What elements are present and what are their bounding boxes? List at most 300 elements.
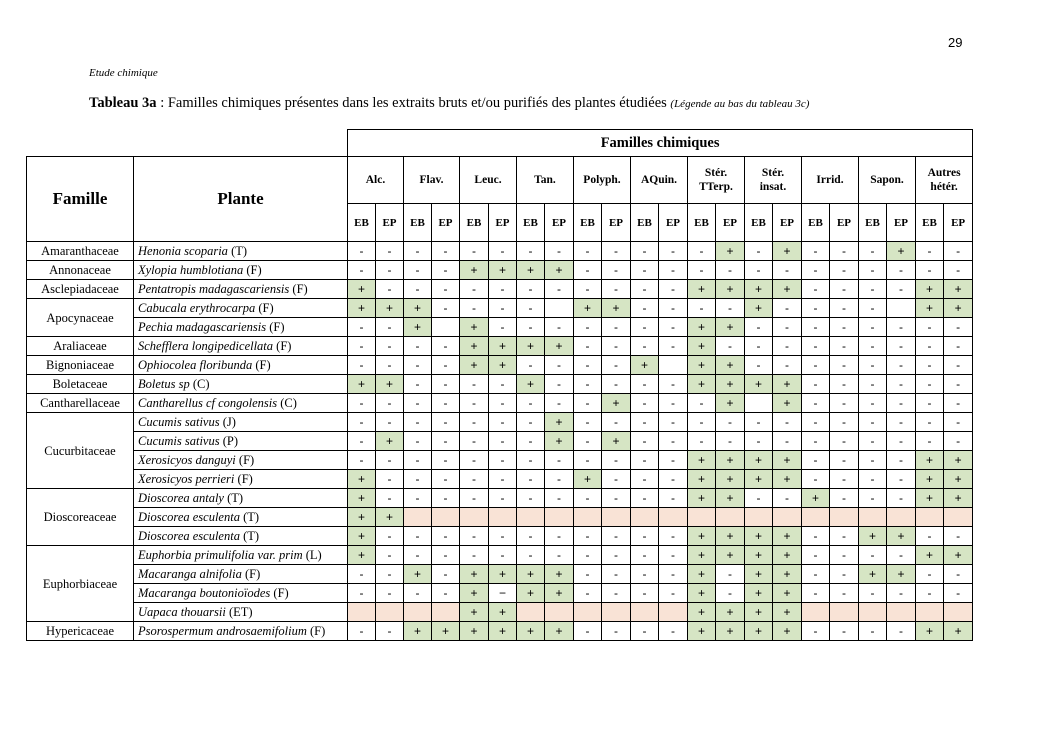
header-subcol-ep: EP <box>376 204 404 242</box>
value-cell: + <box>602 299 631 318</box>
value-cell: - <box>830 242 859 261</box>
value-cell: - <box>376 565 404 584</box>
value-cell: + <box>716 451 745 470</box>
table-row <box>27 375 973 394</box>
value-cell: - <box>887 375 916 394</box>
value-cell <box>745 394 773 413</box>
value-cell: - <box>348 565 376 584</box>
value-cell: + <box>688 565 716 584</box>
value-cell: - <box>802 242 830 261</box>
value-cell: + <box>745 584 773 603</box>
value-cell <box>859 603 887 622</box>
plant-cell <box>134 337 348 356</box>
value-cell: + <box>944 546 973 565</box>
value-cell: - <box>631 242 659 261</box>
value-cell <box>348 603 376 622</box>
value-cell: - <box>432 489 460 508</box>
value-cell: - <box>460 280 489 299</box>
value-cell: - <box>376 356 404 375</box>
value-cell: + <box>944 489 973 508</box>
value-cell: - <box>887 470 916 489</box>
value-cell: - <box>574 584 602 603</box>
plant-organ-code: (T) <box>243 529 260 543</box>
header-subcol-ep: EP <box>545 204 574 242</box>
value-cell: - <box>859 622 887 641</box>
plant-cell <box>134 242 348 261</box>
value-cell: + <box>574 470 602 489</box>
plant-name: Pechia madagascariensis <box>138 320 267 334</box>
value-cell: - <box>802 584 830 603</box>
value-cell: + <box>716 489 745 508</box>
value-cell: - <box>631 527 659 546</box>
value-cell: - <box>432 280 460 299</box>
value-cell: - <box>659 280 688 299</box>
value-cell: + <box>745 451 773 470</box>
value-cell: - <box>574 565 602 584</box>
value-cell: - <box>404 470 432 489</box>
plant-cell <box>134 318 348 337</box>
plant-organ-code: (F) <box>255 358 271 372</box>
value-cell: - <box>602 489 631 508</box>
value-cell: - <box>916 584 944 603</box>
value-cell: + <box>773 394 802 413</box>
value-cell: - <box>745 242 773 261</box>
plant-name: Ophiocolea floribunda <box>138 358 253 372</box>
value-cell: + <box>716 622 745 641</box>
value-cell: - <box>489 375 517 394</box>
header-group-line: Polyph. <box>583 174 621 186</box>
value-cell: + <box>348 527 376 546</box>
value-cell: - <box>887 584 916 603</box>
table-row <box>27 394 973 413</box>
value-cell: - <box>802 546 830 565</box>
value-cell: - <box>460 451 489 470</box>
value-cell: + <box>887 565 916 584</box>
header-group-line: Leuc. <box>474 174 502 186</box>
value-cell: + <box>517 622 545 641</box>
value-cell: - <box>404 375 432 394</box>
value-cell: - <box>517 413 545 432</box>
family-cell: Annonaceae <box>27 261 134 280</box>
value-cell: + <box>716 280 745 299</box>
plant-name: Xerosicyos perrieri <box>138 472 235 486</box>
value-cell: - <box>489 242 517 261</box>
value-cell: + <box>517 584 545 603</box>
plant-organ-code: (J) <box>222 415 236 429</box>
value-cell: + <box>688 280 716 299</box>
value-cell <box>376 603 404 622</box>
value-cell: - <box>688 261 716 280</box>
header-group <box>802 157 859 204</box>
value-cell: + <box>745 299 773 318</box>
value-cell: - <box>659 470 688 489</box>
plant-name: Euphorbia primulifolia var. prim <box>138 548 303 562</box>
section-header: Etude chimique <box>89 67 158 79</box>
value-cell: + <box>460 584 489 603</box>
value-cell: - <box>944 432 973 451</box>
plant-name: Boletus sp <box>138 377 190 391</box>
value-cell: - <box>348 451 376 470</box>
value-cell: + <box>887 242 916 261</box>
plant-organ-code: (F) <box>244 567 261 581</box>
header-group <box>916 157 973 204</box>
header-group-line: Stér. <box>704 167 728 179</box>
value-cell: - <box>489 489 517 508</box>
value-cell: - <box>489 451 517 470</box>
value-cell: + <box>716 470 745 489</box>
value-cell: - <box>602 527 631 546</box>
header-group-line: Alc. <box>365 174 386 186</box>
value-cell: + <box>602 394 631 413</box>
value-cell <box>432 508 460 527</box>
value-cell: + <box>745 527 773 546</box>
value-cell: - <box>404 337 432 356</box>
value-cell <box>659 508 688 527</box>
value-cell: - <box>376 413 404 432</box>
value-cell: - <box>574 280 602 299</box>
plant-organ-code: (F) <box>276 339 292 353</box>
value-cell: - <box>489 546 517 565</box>
value-cell: - <box>376 242 404 261</box>
value-cell: - <box>517 489 545 508</box>
value-cell: - <box>802 356 830 375</box>
plant-cell <box>134 299 348 318</box>
value-cell: - <box>887 622 916 641</box>
value-cell: - <box>916 261 944 280</box>
value-cell: - <box>916 337 944 356</box>
value-cell <box>859 508 887 527</box>
value-cell: - <box>859 546 887 565</box>
value-cell: - <box>659 242 688 261</box>
header-subcol-ep: EP <box>773 204 802 242</box>
plant-name: Xerosicyos danguyi <box>138 453 236 467</box>
plant-name: Cabucala erythrocarpa <box>138 301 256 315</box>
value-cell: - <box>859 242 887 261</box>
plant-cell <box>134 489 348 508</box>
value-cell: + <box>460 356 489 375</box>
value-cell: + <box>745 470 773 489</box>
plant-organ-code: (F) <box>238 453 255 467</box>
value-cell: - <box>830 546 859 565</box>
value-cell: - <box>688 394 716 413</box>
value-cell: + <box>545 261 574 280</box>
value-cell: - <box>944 261 973 280</box>
value-cell: - <box>545 451 574 470</box>
table-row <box>27 432 973 451</box>
value-cell: - <box>688 299 716 318</box>
header-group-line: Irrid. <box>816 174 844 186</box>
value-cell: - <box>545 318 574 337</box>
plant-organ-code: (F) <box>246 263 262 277</box>
value-cell: - <box>802 299 830 318</box>
value-cell: + <box>404 622 432 641</box>
value-cell: - <box>659 318 688 337</box>
plant-cell <box>134 527 348 546</box>
header-subcol-ep: EP <box>944 204 973 242</box>
value-cell: - <box>916 527 944 546</box>
value-cell: - <box>517 242 545 261</box>
value-cell: + <box>517 261 545 280</box>
plant-organ-code: (T) <box>243 510 260 524</box>
value-cell: + <box>688 527 716 546</box>
value-cell: - <box>460 375 489 394</box>
value-cell: - <box>517 356 545 375</box>
table-row <box>27 337 973 356</box>
value-cell: - <box>404 242 432 261</box>
value-cell: + <box>916 622 944 641</box>
value-cell <box>489 508 517 527</box>
value-cell: - <box>859 299 887 318</box>
value-cell: + <box>348 375 376 394</box>
table-row <box>27 489 973 508</box>
value-cell <box>916 603 944 622</box>
plant-organ-code: (P) <box>222 434 239 448</box>
value-cell: - <box>460 394 489 413</box>
value-cell: + <box>716 603 745 622</box>
header-group <box>859 157 916 204</box>
value-cell: - <box>432 299 460 318</box>
value-cell: - <box>574 432 602 451</box>
value-cell: - <box>376 394 404 413</box>
value-cell: - <box>376 451 404 470</box>
value-cell: + <box>745 565 773 584</box>
table-row <box>27 280 973 299</box>
value-cell: - <box>659 584 688 603</box>
value-cell: - <box>830 375 859 394</box>
value-cell <box>830 603 859 622</box>
value-cell: + <box>545 565 574 584</box>
plant-name: Schefflera longipedicellata <box>138 339 274 353</box>
value-cell: - <box>887 318 916 337</box>
value-cell: - <box>916 565 944 584</box>
page-number: 29 <box>948 35 963 50</box>
value-cell: - <box>489 299 517 318</box>
plant-organ-code: (T) <box>231 244 248 258</box>
value-cell: - <box>944 356 973 375</box>
plant-organ-code: (F) <box>273 586 289 600</box>
value-cell: + <box>745 603 773 622</box>
value-cell: - <box>517 470 545 489</box>
value-cell <box>602 508 631 527</box>
family-cell: Dioscoreaceae <box>27 489 134 546</box>
value-cell: - <box>887 413 916 432</box>
value-cell: - <box>602 318 631 337</box>
value-cell: - <box>830 261 859 280</box>
value-cell: + <box>916 451 944 470</box>
table-row <box>27 261 973 280</box>
value-cell: + <box>348 508 376 527</box>
header-group <box>574 157 631 204</box>
table-row <box>27 603 973 622</box>
value-cell: - <box>830 280 859 299</box>
value-cell: + <box>460 622 489 641</box>
value-cell: - <box>545 394 574 413</box>
header-subcol-ep: EP <box>659 204 688 242</box>
value-cell: - <box>659 261 688 280</box>
value-cell: - <box>830 451 859 470</box>
family-cell: Cucurbitaceae <box>27 413 134 489</box>
value-cell: - <box>517 527 545 546</box>
value-cell: - <box>944 584 973 603</box>
header-subcol-ep: EP <box>716 204 745 242</box>
value-cell: - <box>376 318 404 337</box>
value-cell: + <box>773 565 802 584</box>
value-cell: - <box>489 527 517 546</box>
value-cell: - <box>745 489 773 508</box>
header-group <box>517 157 574 204</box>
value-cell: - <box>545 242 574 261</box>
value-cell: - <box>631 413 659 432</box>
value-cell: - <box>659 394 688 413</box>
value-cell: + <box>716 375 745 394</box>
caption-text: Familles chimiques présentes dans les extraits bruts et/ou purifiés des plantes étudiées <box>167 95 667 111</box>
value-cell: + <box>489 261 517 280</box>
value-cell: - <box>859 337 887 356</box>
header-plant: Plante <box>134 157 348 242</box>
value-cell: - <box>802 337 830 356</box>
value-cell: - <box>859 470 887 489</box>
value-cell: - <box>404 489 432 508</box>
value-cell: + <box>348 546 376 565</box>
plant-cell <box>134 565 348 584</box>
value-cell: + <box>688 603 716 622</box>
value-cell: + <box>773 527 802 546</box>
header-group-line: TTerp. <box>699 181 733 193</box>
value-cell: + <box>348 470 376 489</box>
value-cell: - <box>944 413 973 432</box>
value-cell: - <box>574 622 602 641</box>
plant-name: Dioscorea antaly <box>138 491 224 505</box>
value-cell: - <box>489 432 517 451</box>
value-cell: - <box>859 394 887 413</box>
plant-organ-code: (C) <box>280 396 297 410</box>
value-cell <box>404 603 432 622</box>
value-cell: - <box>631 546 659 565</box>
plant-name: Uapaca thouarsii <box>138 605 226 619</box>
header-subcol-eb: EB <box>916 204 944 242</box>
value-cell: - <box>887 356 916 375</box>
plant-cell <box>134 546 348 565</box>
value-cell: + <box>916 470 944 489</box>
value-cell: - <box>916 394 944 413</box>
plant-organ-code: (ET) <box>228 605 253 619</box>
value-cell: - <box>404 413 432 432</box>
value-cell: - <box>404 527 432 546</box>
value-cell: - <box>404 584 432 603</box>
value-cell: - <box>432 242 460 261</box>
value-cell: - <box>432 375 460 394</box>
value-cell: - <box>545 375 574 394</box>
value-cell: - <box>602 451 631 470</box>
value-cell: + <box>348 489 376 508</box>
plant-cell <box>134 375 348 394</box>
value-cell: + <box>916 489 944 508</box>
plant-cell <box>134 394 348 413</box>
family-cell: Boletaceae <box>27 375 134 394</box>
table-row <box>27 584 973 603</box>
value-cell: - <box>716 432 745 451</box>
value-cell: - <box>944 375 973 394</box>
value-cell: - <box>659 337 688 356</box>
value-cell: - <box>376 527 404 546</box>
value-cell: + <box>716 318 745 337</box>
value-cell: + <box>716 242 745 261</box>
plant-name: Cantharellus cf congolensis <box>138 396 278 410</box>
plant-organ-code: (C) <box>192 377 210 391</box>
value-cell: - <box>376 622 404 641</box>
value-cell: - <box>802 413 830 432</box>
value-cell: - <box>716 299 745 318</box>
header-subcol-ep: EP <box>489 204 517 242</box>
value-cell: + <box>545 584 574 603</box>
value-cell: + <box>773 603 802 622</box>
value-cell: - <box>887 261 916 280</box>
value-cell: - <box>887 432 916 451</box>
value-cell: - <box>830 565 859 584</box>
value-cell: - <box>944 242 973 261</box>
value-cell: + <box>545 337 574 356</box>
family-cell: Bignoniaceae <box>27 356 134 375</box>
value-cell: - <box>348 242 376 261</box>
value-cell: + <box>460 261 489 280</box>
value-cell: - <box>773 337 802 356</box>
value-cell: - <box>745 413 773 432</box>
value-cell: + <box>859 527 887 546</box>
value-cell: - <box>802 432 830 451</box>
caption-separator: : <box>156 95 168 111</box>
table-caption <box>89 95 809 112</box>
value-cell: - <box>404 546 432 565</box>
value-cell: + <box>404 318 432 337</box>
value-cell: - <box>404 432 432 451</box>
value-cell: - <box>574 261 602 280</box>
value-cell: − <box>489 584 517 603</box>
value-cell: - <box>716 337 745 356</box>
value-cell: + <box>944 280 973 299</box>
value-cell: + <box>460 337 489 356</box>
value-cell: - <box>376 280 404 299</box>
header-group-line: Flav. <box>419 174 444 186</box>
header-group <box>745 157 802 204</box>
value-cell: + <box>602 432 631 451</box>
value-cell: + <box>574 299 602 318</box>
header-group <box>348 157 404 204</box>
value-cell: - <box>830 470 859 489</box>
value-cell: - <box>802 470 830 489</box>
value-cell: - <box>688 242 716 261</box>
header-group-line: Sapon. <box>870 174 904 186</box>
value-cell <box>887 508 916 527</box>
value-cell: - <box>432 261 460 280</box>
header-group-line: hétér. <box>930 181 958 193</box>
value-cell: - <box>773 318 802 337</box>
value-cell <box>887 299 916 318</box>
value-cell: - <box>631 375 659 394</box>
value-cell: + <box>348 280 376 299</box>
value-cell: + <box>773 584 802 603</box>
table-row <box>27 413 973 432</box>
value-cell: + <box>545 413 574 432</box>
value-cell: + <box>489 337 517 356</box>
value-cell <box>802 508 830 527</box>
header-group <box>460 157 517 204</box>
value-cell <box>404 508 432 527</box>
value-cell: + <box>688 584 716 603</box>
value-cell: - <box>376 337 404 356</box>
value-cell: - <box>602 261 631 280</box>
table-row <box>27 242 973 261</box>
plant-organ-code: (F) <box>292 282 308 296</box>
